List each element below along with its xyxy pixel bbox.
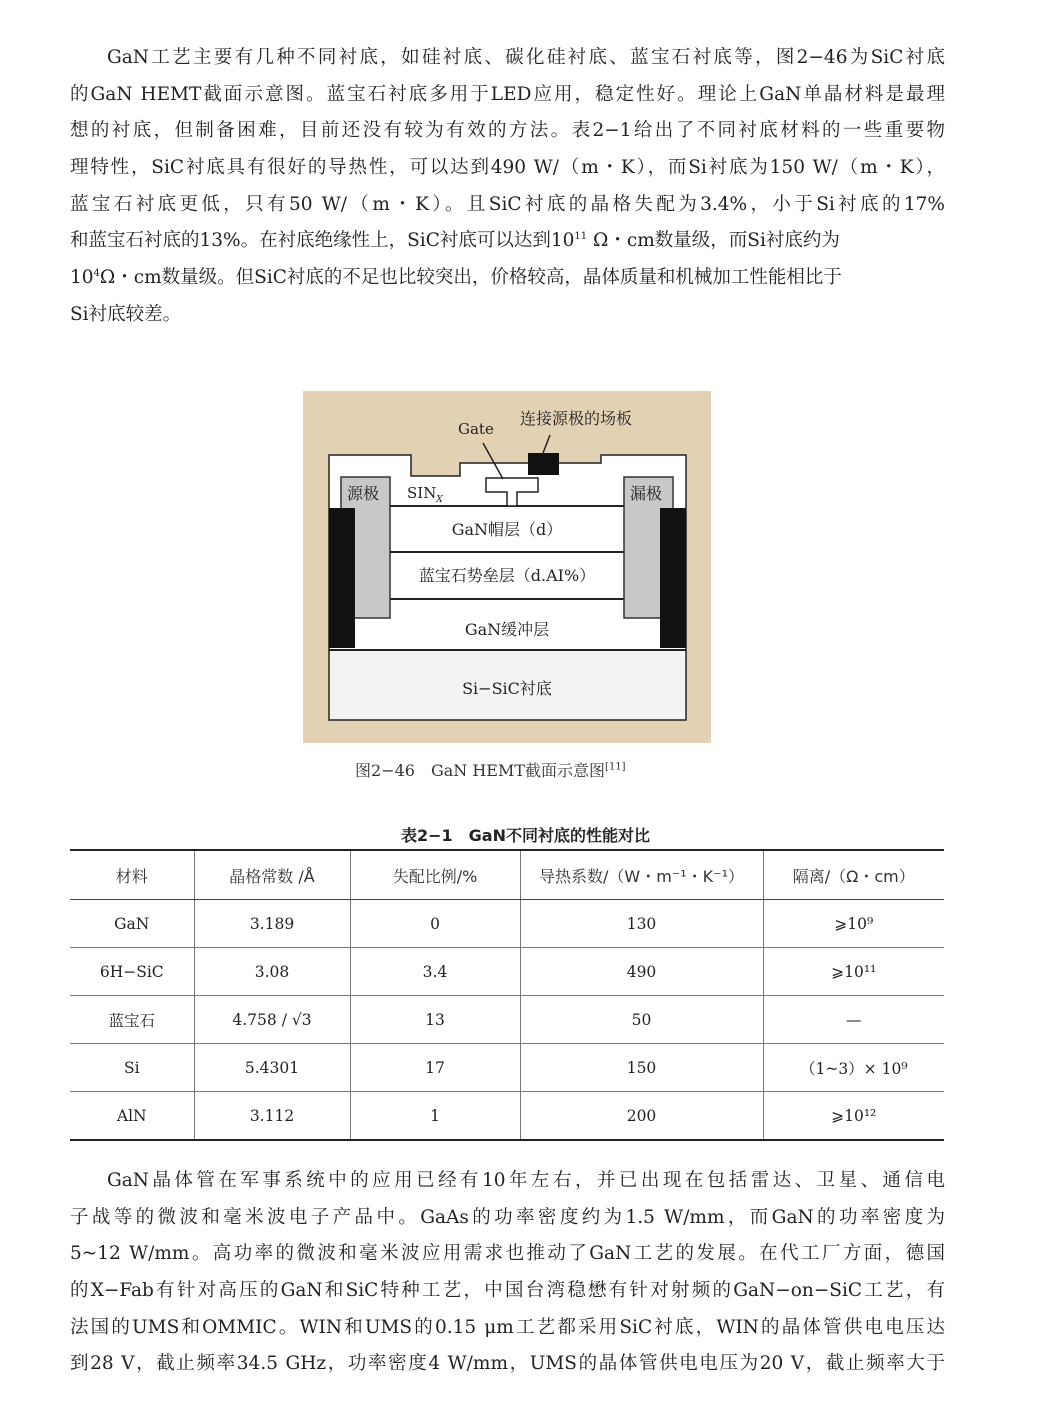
table-cell: 蓝宝石 [70, 996, 194, 1044]
table-cell: 17 [350, 1044, 520, 1092]
column-header: 材料 [70, 850, 194, 900]
table-cell: 3.08 [194, 948, 350, 996]
superscript: 11 [574, 231, 588, 243]
table-cell: 5.4301 [194, 1044, 350, 1092]
table-cell: 4.758 / √3 [194, 996, 350, 1044]
drain-label: 漏极 [630, 484, 663, 503]
buffer-layer-label: GaN缓冲层 [464, 620, 550, 639]
table-row [70, 1044, 944, 1092]
table-cell: 3.4 [350, 948, 520, 996]
table-cell: 3.189 [194, 900, 350, 948]
field-plate [528, 453, 559, 475]
table-cell: 50 [520, 996, 763, 1044]
text-line: 子战等的微波和毫米波电子产品中。GaAs的功率密度约为1.5 W/mm，而GaN的功率密度为 [70, 1206, 945, 1228]
source-label: 源极 [347, 484, 380, 503]
table-cell: 1 [350, 1092, 520, 1141]
table-cell: 130 [520, 900, 763, 948]
text-line: 5~12 W/mm。高功率的微波和毫米波应用需求也推动了GaN工艺的发展。在代工厂方面，德国 [70, 1243, 945, 1265]
table-row [70, 900, 944, 948]
text-line: Si衬底较差。 [70, 303, 182, 325]
text-line: GaN晶体管在军事系统中的应用已经有10年左右，并已出现在包括雷达、卫星、通信电 [107, 1170, 945, 1191]
text-line: 到28 V，截止频率34.5 GHz，功率密度4 W/mm，UMS的晶体管供电电压为20 V，截止频率大于 [70, 1353, 945, 1375]
figure-caption: 图2−46 GaN HEMT截面示意图[11] [355, 761, 626, 780]
citation: [11] [605, 761, 626, 773]
superscript: 4 [93, 267, 100, 279]
text-line: 理特性，SiC衬底具有很好的导热性，可以达到490 W/（m・K），而Si衬底为150 W/（m・K）， [70, 157, 945, 179]
table-cell: 490 [520, 948, 763, 996]
text-line: 的X−Fab有针对高压的GaN和SiC特种工艺，中国台湾稳懋有针对射频的GaN−on−SiC工艺，有 [70, 1280, 945, 1302]
column-header: 失配比例/% [350, 850, 520, 900]
table-row [70, 1092, 944, 1141]
intro-paragraph [70, 40, 945, 334]
table-cell: AlN [70, 1092, 194, 1141]
field-plate-label: 连接源极的场板 [520, 409, 633, 428]
table-title: 表2−1 GaN不同衬底的性能对比 [401, 826, 650, 845]
table-cell: 3.112 [194, 1092, 350, 1141]
column-header: 导热系数/（W・m⁻¹・K⁻¹） [520, 850, 763, 900]
substrate-properties-table [70, 849, 944, 1141]
table-row [70, 948, 944, 996]
text-line: GaN工艺主要有几种不同衬底，如硅衬底、碳化硅衬底、蓝宝石衬底等，图2−46为SiC衬底 [107, 47, 945, 68]
table-header-row [70, 850, 944, 900]
field-plate-leader [543, 435, 550, 453]
table-cell: ⩾10¹² [763, 1092, 944, 1141]
table-cell: 150 [520, 1044, 763, 1092]
table-cell: ⩾10⁹ [763, 900, 944, 948]
text-line: 想的衬底，但制备困难，目前还没有较为有效的方法。表2−1给出了不同衬底材料的一些重要物 [70, 120, 945, 142]
table-cell: （1~3）× 10⁹ [763, 1044, 944, 1092]
table-cell: 200 [520, 1092, 763, 1141]
text-line: 的GaN HEMT截面示意图。蓝宝石衬底多用于LED应用，稳定性好。理论上GaN单晶材料是最理 [70, 83, 945, 105]
text-line: 法国的UMS和OMMIC。WIN和UMS的0.15 μm工艺都采用SiC衬底，WIN的晶体管供电电压达 [70, 1316, 945, 1338]
column-header: 晶格常数 /Å [194, 850, 350, 900]
table-cell: Si [70, 1044, 194, 1092]
sin-label: $SIN_X$ [407, 484, 443, 505]
column-header: 隔离/（Ω・cm） [763, 850, 944, 900]
barrier-layer-label: 蓝宝石势垒层（d.AI%） [418, 566, 596, 585]
hemt-cross-section-figure [303, 391, 711, 743]
table-cell: — [763, 996, 944, 1044]
substrate-layer-label: Si−SiC衬底 [462, 679, 552, 698]
table-row [70, 996, 944, 1044]
gan-application-paragraph [70, 1163, 945, 1383]
table-cell: ⩾10¹¹ [763, 948, 944, 996]
text-line: 和蓝宝石衬底的13%。在衬底绝缘性上，SiC衬底可以达到$10^{11}$ Ω・cm数量级，而Si衬底约为 [70, 230, 840, 252]
table-cell: GaN [70, 900, 194, 948]
table-cell: 6H−SiC [70, 948, 194, 996]
gate-label: Gate [458, 420, 494, 438]
table-cell: 0 [350, 900, 520, 948]
cap-layer-label: GaN帽层（d） [451, 520, 563, 539]
text-line: 蓝宝石衬底更低，只有50 W/（m・K）。且SiC衬底的晶格失配为3.4%，小于Si衬底的17% [70, 193, 945, 215]
table-cell: 13 [350, 996, 520, 1044]
text-line: $10^4\Omega$・cm数量级。但SiC衬底的不足也比较突出，价格较高，晶体质量和机械加工性能相比于 [70, 267, 842, 289]
